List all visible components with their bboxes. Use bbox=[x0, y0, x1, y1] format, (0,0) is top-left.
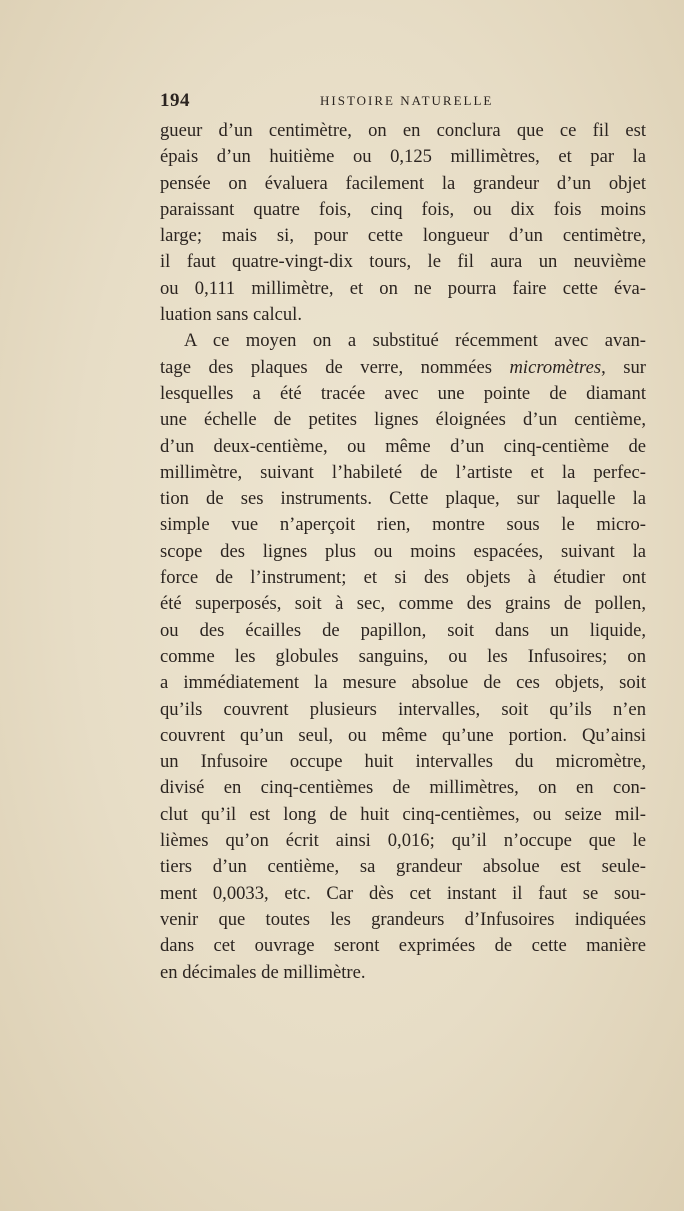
text-line: lesquelles a été tracée avec une pointe de diamant bbox=[160, 382, 646, 404]
text-line: gueur d’un centimètre, on en conclura que ce fil est bbox=[160, 120, 646, 141]
body-text bbox=[160, 118, 646, 986]
page-header bbox=[160, 90, 646, 114]
italic-term: micromètres bbox=[509, 356, 602, 378]
text-line: paraissant quatre fois, cinq fois, ou dix fois moins bbox=[160, 198, 646, 220]
text-line: comme les globules sanguins, ou les Infusoires; on bbox=[160, 645, 646, 667]
text-line: ment 0,0033, etc. Car dès cet instant il faut se sou- bbox=[160, 882, 646, 904]
text-line: été superposés, soit à sec, comme des grains de pollen, bbox=[160, 593, 646, 615]
text-line: dans cet ouvrage seront exprimées de cette manière bbox=[160, 935, 646, 957]
text-line: en décimales de millimètre. bbox=[160, 961, 366, 983]
text-line: ou des écailles de papillon, soit dans un liquide, bbox=[160, 619, 646, 641]
text-line: ou 0,111 millimètre, et on ne pourra faire cette éva- bbox=[160, 277, 646, 299]
text-line: couvrent qu’un seul, ou même qu’une portion. Qu’ainsi bbox=[160, 724, 646, 746]
text-line: tion de ses instruments. Cette plaque, sur laquelle la bbox=[160, 488, 646, 510]
text-line: un Infusoire occupe huit intervalles du micromètre, bbox=[160, 751, 646, 773]
text-line: il faut quatre-vingt-dix tours, le fil aura un neuvième bbox=[160, 251, 646, 273]
text-line: tiers d’un centième, sa grandeur absolue est seule- bbox=[160, 856, 646, 878]
text-line: lièmes qu’on écrit ainsi 0,016; qu’il n’occupe que le bbox=[160, 830, 646, 852]
text-line: divisé en cinq-centièmes de millimètres, on en con- bbox=[160, 777, 646, 799]
text-line: d’un deux-centième, ou même d’un cinq-centième de bbox=[160, 435, 646, 457]
text-line: pensée on évaluera facilement la grandeur d’un objet bbox=[160, 172, 646, 194]
text-line: clut qu’il est long de huit cinq-centièmes, ou seize mil- bbox=[160, 803, 646, 825]
text-line: qu’ils couvrent plusieurs intervalles, soit qu’ils n’en bbox=[160, 698, 646, 720]
text-line: luation sans calcul. bbox=[160, 304, 302, 326]
text-line: a immédiatement la mesure absolue de ces objets, soit bbox=[160, 672, 646, 694]
page-number: 194 bbox=[160, 90, 190, 111]
text-line: A ce moyen on a substitué récemment avec avan- bbox=[184, 330, 646, 352]
paragraph-1 bbox=[160, 118, 646, 328]
text-line: scope des lignes plus ou moins espacées, suivant la bbox=[160, 540, 646, 562]
text-line: millimètre, suivant l’habileté de l’artiste et la perfec- bbox=[160, 461, 646, 483]
running-title: HISTOIRE NATURELLE bbox=[320, 93, 494, 108]
text-line-with-italic bbox=[160, 355, 646, 381]
text-fragment: tage des plaques de verre, nommées bbox=[160, 356, 510, 378]
text-fragment: , sur bbox=[601, 356, 646, 378]
text-line: force de l’instrument; et si des objets à étudier ont bbox=[160, 567, 646, 589]
text-line: une échelle de petites lignes éloignées d’un centième, bbox=[160, 409, 646, 431]
text-line: simple vue n’aperçoit rien, montre sous le micro- bbox=[160, 514, 646, 536]
paragraph-2 bbox=[160, 328, 646, 985]
text-line: épais d’un huitième ou 0,125 millimètres, et par la bbox=[160, 146, 646, 168]
text-line: venir que toutes les grandeurs d’Infusoires indiquées bbox=[160, 908, 646, 930]
text-line: large; mais si, pour cette longueur d’un centimètre, bbox=[160, 225, 646, 247]
